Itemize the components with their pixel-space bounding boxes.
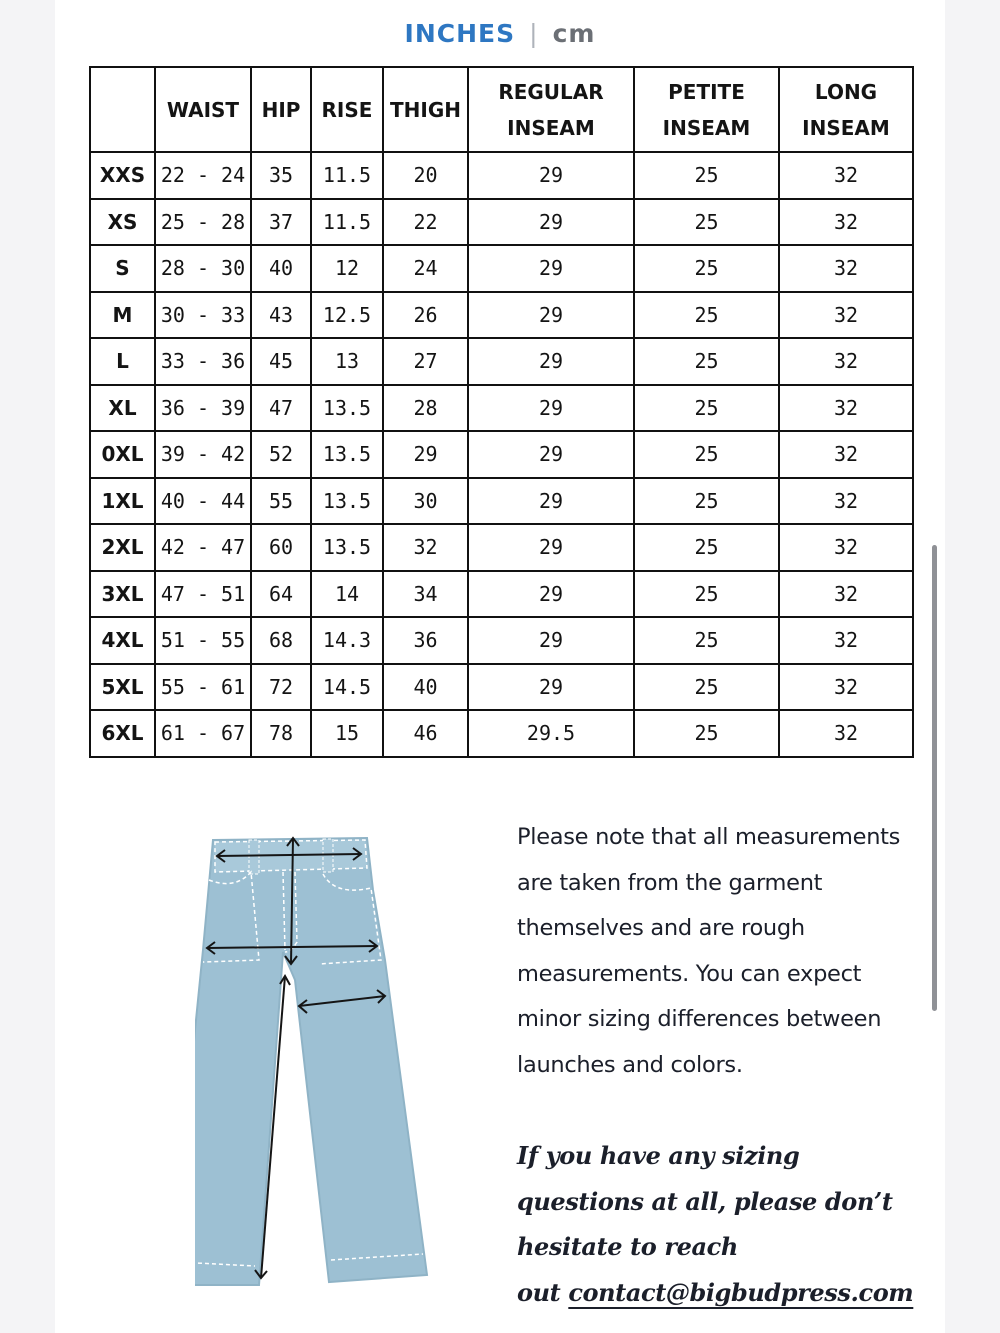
- scrollbar[interactable]: [931, 540, 939, 1015]
- table-row: [90, 617, 913, 664]
- measurement-cell: 42 - 47: [155, 524, 251, 571]
- measurement-cell: 22 - 24: [155, 152, 251, 199]
- size-label-cell: 3XL: [90, 571, 155, 618]
- table-row: [90, 524, 913, 571]
- unit-toggle: [55, 14, 945, 52]
- measurement-cell: 32: [779, 245, 913, 292]
- measurement-cell: 25: [634, 199, 779, 246]
- column-header-regular-inseam: REGULAR INSEAM: [468, 67, 634, 152]
- measurement-cell: 32: [779, 478, 913, 525]
- measurement-cell: 29: [468, 571, 634, 618]
- measurement-cell: 33 - 36: [155, 338, 251, 385]
- measurement-cell: 52: [251, 431, 311, 478]
- contact-email-link[interactable]: contact@bigbudpress.com: [568, 1277, 914, 1307]
- measurement-cell: 32: [779, 199, 913, 246]
- size-label-cell: 2XL: [90, 524, 155, 571]
- measurement-cell: 14.3: [311, 617, 383, 664]
- measurement-cell: 40 - 44: [155, 478, 251, 525]
- measurement-cell: 25: [634, 478, 779, 525]
- header-size-corner: [90, 67, 155, 152]
- unit-inches-option[interactable]: INCHES: [404, 18, 516, 48]
- measurement-cell: 25 - 28: [155, 199, 251, 246]
- size-label-cell: XXS: [90, 152, 155, 199]
- measurement-cell: 29: [468, 524, 634, 571]
- measurement-cell: 34: [383, 571, 468, 618]
- measurement-cell: 13.5: [311, 524, 383, 571]
- measurement-cell: 55 - 61: [155, 664, 251, 711]
- measurement-cell: 29: [468, 478, 634, 525]
- measurement-cell: 32: [779, 431, 913, 478]
- table-row: [90, 199, 913, 246]
- measurement-cell: 25: [634, 152, 779, 199]
- measurement-cell: 55: [251, 478, 311, 525]
- measurement-cell: 25: [634, 292, 779, 339]
- measurement-cell: 11.5: [311, 199, 383, 246]
- measurement-cell: 45: [251, 338, 311, 385]
- measurement-cell: 32: [779, 617, 913, 664]
- measurement-cell: 14.5: [311, 664, 383, 711]
- table-row: [90, 710, 913, 757]
- measurement-cell: 12.5: [311, 292, 383, 339]
- measurement-cell: 39 - 42: [155, 431, 251, 478]
- measurement-cell: 25: [634, 385, 779, 432]
- table-row: [90, 292, 913, 339]
- table-row: [90, 338, 913, 385]
- column-header-waist: WAIST: [155, 67, 251, 152]
- measurement-cell: 20: [383, 152, 468, 199]
- unit-cm-option[interactable]: cm: [552, 18, 596, 48]
- measurement-cell: 32: [779, 152, 913, 199]
- measurement-cell: 72: [251, 664, 311, 711]
- table-row: [90, 152, 913, 199]
- measurement-cell: 29: [468, 292, 634, 339]
- measurement-cell: 28: [383, 385, 468, 432]
- measurement-cell: 25: [634, 245, 779, 292]
- size-label-cell: S: [90, 245, 155, 292]
- column-header-petite-inseam: PETITE INSEAM: [634, 67, 779, 152]
- measurement-cell: 47 - 51: [155, 571, 251, 618]
- measurement-cell: 32: [779, 710, 913, 757]
- measurement-cell: 60: [251, 524, 311, 571]
- measurement-cell: 32: [779, 385, 913, 432]
- measurement-cell: 32: [779, 524, 913, 571]
- table-body: [90, 152, 913, 757]
- measurement-cell: 32: [779, 571, 913, 618]
- measurement-cell: 68: [251, 617, 311, 664]
- measurement-cell: 29: [468, 385, 634, 432]
- measurement-cell: 13: [311, 338, 383, 385]
- measurement-cell: 43: [251, 292, 311, 339]
- measurement-cell: 46: [383, 710, 468, 757]
- measurement-cell: 14: [311, 571, 383, 618]
- measurement-cell: 30: [383, 478, 468, 525]
- measurement-cell: 26: [383, 292, 468, 339]
- measurement-cell: 15: [311, 710, 383, 757]
- measurement-cell: 29: [468, 245, 634, 292]
- size-label-cell: XL: [90, 385, 155, 432]
- measurement-cell: 11.5: [311, 152, 383, 199]
- measurement-cell: 35: [251, 152, 311, 199]
- measurement-cell: 61 - 67: [155, 710, 251, 757]
- measurement-cell: 29: [383, 431, 468, 478]
- pants-measurement-diagram-icon: [195, 830, 495, 1290]
- column-header-thigh: THIGH: [383, 67, 468, 152]
- measurement-cell: 36: [383, 617, 468, 664]
- measurement-cell: 24: [383, 245, 468, 292]
- measurement-cell: 13.5: [311, 478, 383, 525]
- column-header-long-inseam: LONG INSEAM: [779, 67, 913, 152]
- measurement-cell: 40: [383, 664, 468, 711]
- size-label-cell: 4XL: [90, 617, 155, 664]
- measurement-cell: 29: [468, 338, 634, 385]
- column-header-rise: RISE: [311, 67, 383, 152]
- measurement-cell: 25: [634, 431, 779, 478]
- measurement-cell: 32: [383, 524, 468, 571]
- contact-text: If you have any sizing questions at all, please don’t hesitate to reach: [517, 1141, 893, 1261]
- size-guide-page: [55, 0, 945, 1333]
- measurement-cell: 12: [311, 245, 383, 292]
- measurement-cell: 64: [251, 571, 311, 618]
- column-header-hip: HIP: [251, 67, 311, 152]
- measurement-cell: 30 - 33: [155, 292, 251, 339]
- size-label-cell: 1XL: [90, 478, 155, 525]
- measurement-cell: 40: [251, 245, 311, 292]
- size-label-cell: 5XL: [90, 664, 155, 711]
- measurement-cell: 25: [634, 571, 779, 618]
- unit-separator: |: [529, 18, 539, 48]
- table-row: [90, 385, 913, 432]
- measurement-cell: 25: [634, 617, 779, 664]
- table-row: [90, 571, 913, 618]
- measurement-cell: 29: [468, 152, 634, 199]
- measurement-cell: 32: [779, 338, 913, 385]
- measurement-note: Please note that all measurements are taken from the garment themselves and are rough measurements. You can expect minor sizing differences between launches and colors.: [517, 824, 901, 1078]
- measurement-cell: 29: [468, 199, 634, 246]
- measurement-cell: 22: [383, 199, 468, 246]
- size-label-cell: L: [90, 338, 155, 385]
- measurement-cell: 25: [634, 338, 779, 385]
- measurement-cell: 29.5: [468, 710, 634, 757]
- measurement-cell: 25: [634, 664, 779, 711]
- size-label-cell: M: [90, 292, 155, 339]
- measurement-cell: 29: [468, 664, 634, 711]
- measurement-cell: 32: [779, 664, 913, 711]
- measurement-cell: 51 - 55: [155, 617, 251, 664]
- size-chart-table: [89, 66, 914, 758]
- measurement-cell: 25: [634, 524, 779, 571]
- measurement-cell: 29: [468, 431, 634, 478]
- measurement-cell: 25: [634, 710, 779, 757]
- table-row: [90, 478, 913, 525]
- table-row: [90, 431, 913, 478]
- measurement-cell: 36 - 39: [155, 385, 251, 432]
- contact-paragraph: [517, 1133, 927, 1315]
- measurement-cell: 28 - 30: [155, 245, 251, 292]
- table-row: [90, 245, 913, 292]
- size-label-cell: XS: [90, 199, 155, 246]
- measurement-cell: 37: [251, 199, 311, 246]
- contact-prefix: out: [517, 1277, 569, 1307]
- measurement-cell: 13.5: [311, 431, 383, 478]
- measurement-cell: 47: [251, 385, 311, 432]
- size-label-cell: 6XL: [90, 710, 155, 757]
- measurement-cell: 27: [383, 338, 468, 385]
- measurement-cell: 29: [468, 617, 634, 664]
- scrollbar-thumb[interactable]: [932, 545, 937, 1011]
- table-header-row: [90, 67, 913, 152]
- measurement-cell: 32: [779, 292, 913, 339]
- table-row: [90, 664, 913, 711]
- measurement-cell: 78: [251, 710, 311, 757]
- measurement-cell: 13.5: [311, 385, 383, 432]
- size-label-cell: 0XL: [90, 431, 155, 478]
